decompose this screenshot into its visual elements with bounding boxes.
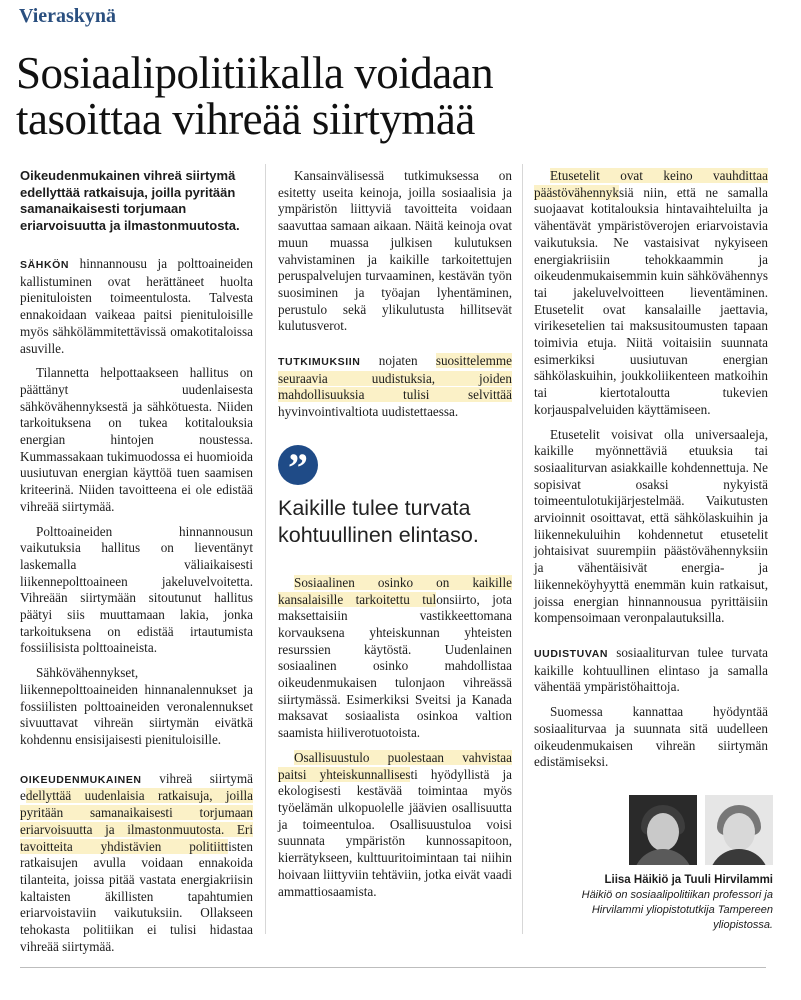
article-column-2	[278, 168, 512, 908]
paragraph: Suomessa kannattaa hyödyntää sosiaaliturvaa ja suunnata sitä uudelleen oikeudenmukaisen vihreän siirtymän edistämiseksi.	[534, 704, 768, 770]
paragraph	[20, 256, 253, 357]
paragraph	[534, 645, 768, 696]
run-in-caps: SÄHKÖN	[20, 259, 70, 271]
author-photos	[548, 795, 773, 865]
headline-line-1: Sosiaalipolitiikalla voidaan	[16, 48, 494, 98]
highlighted-text: suosittelemme seuraavia uudistuksia, joiden mahdollisuuksia tulisi selvittää	[278, 353, 512, 403]
text: hinnannousu ja polttoaineiden kallistuminen ovat herättäneet huolta pienituloisten toimeentulosta. Talvesta ennakoidaan vaikeaa paitsi pienituloisille myös sähkölämmitettävissä omakotitaloissa asuville.	[20, 256, 253, 356]
author-photo-haikio	[629, 795, 697, 865]
highlighted-text: dellyttää uudenlaisia ratkaisuja, joilla pyritään samanaikaisesti torjumaan eriarvoisuutta ja ilmastonmuutosta. Eri tavoitteita yhdistävien politiitt	[20, 788, 253, 854]
paragraph	[278, 353, 512, 421]
bottom-rule	[20, 967, 766, 968]
text: vihreä siirtymä e	[20, 770, 253, 804]
paragraph: Polttoaineiden hinnannousun vaikutuksia hallitus on lieventänyt laskemalla väliaikaisesti liikennepolttoaineen jakeluvelvoitetta. Vihreään siirtymään sitoutunut hallitus päätyi siis muuttamaan lakia, jonka tarkoituksena on edistää irtautumista fossiilisista polttoaineista.	[20, 523, 253, 656]
author-names: Liisa Häikiö ja Tuuli Hirvilammi	[604, 874, 773, 886]
article-column-1	[20, 168, 253, 963]
paragraph: Sähkövähennykset, liikennepolttoaineiden hinnanalennukset ja fossiilisten polttoaineiden veronalennukset sivuuttavat vihreän siirtymän eivätkä kohdennu ensisijaisesti pienituloisille.	[20, 665, 253, 747]
paragraph	[534, 168, 768, 419]
highlighted-text: Etusetelit ovat keino vauhdittaa päästövähennyk	[534, 168, 768, 200]
headline	[16, 50, 786, 142]
headline-line-2: tasoittaa vihreää siirtymää	[16, 94, 475, 144]
text: siä niin, että ne samalla suojaavat kotitalouksia hintavaihteluilta ja vähentävät ympäristöverojen eriarvoistavia vaikutuksia. Ne vastaisivat nykyiseen energiakriisiin tehokkaammin ja oikeudenmukaisemmin kuin sähkövähennys tai jakeluvelvoitteen lieventäminen. Etusetelit ovat kansalaille jaettavia, virikesetelien tai maksusitoumusten tapaan toimivia etuja. Niitä voitaisiin suunnata esimerkiksi uusiutuvan energian sähkölaskuihin, joukkoliikenteen matkoihin tai kiertotaloutta tukevien korjauspalveluiden käyttämiseen.	[534, 184, 768, 417]
column-divider	[265, 164, 266, 934]
text: nojaten	[360, 353, 436, 369]
text: onsiirto, jota maksettaisiin vastikkeettomana korvauksena yhteiskunnan yhteisten resurssien käytöstä. Uudenlainen sosiaalinen osinko mahdollistaa oikeudenmukaisen tulonjaon vihreässä siirtymässä. Esimerkiksi Sveitsi ja Kanada maksavat sosiaalista osinkoa valtion saamista hiiliverotuotoista.	[278, 591, 512, 741]
section-kicker: Vieraskynä	[19, 5, 117, 27]
column-divider	[522, 164, 523, 934]
author-photo-hirvilammi	[705, 795, 773, 865]
author-box	[548, 795, 773, 933]
run-in-caps: OIKEUDENMUKAINEN	[20, 773, 142, 786]
paragraph: Etusetelit voisivat olla universaaleja, kaikille myönnettäviä etuuksia tai sosiaaliturvan asiakkaille kohdennettuja. Ne sopisivat osaksi nykyistä toimeentulotukijärjestelmää. Vaikutusten arvioinnit osoittavat, että sähkölaskuihin ja liikennekuluihin kohdennetut etusetelit johtaisivat suurempiin päästövähennyksiin ja vähentäisivät energia- ja liikenneköyhyyttä enemmän kuin ratkaisut, joissa energian hinnannousua pyrittäisiin kompensoimaan veronpalautuksilla.	[534, 426, 768, 626]
lead-paragraph: Oikeudenmukainen vihreä siirtymä edellyttää ratkaisuja, joilla pyritään samanaikaisesti torjumaan eriarvoisuutta ja ilmastonmuutosta.	[20, 168, 240, 233]
article-column-3	[534, 168, 768, 779]
run-in-caps: TUTKIMUKSIIN	[278, 356, 361, 369]
highlighted-text: Sosiaalinen osinko on kaikille kansalaisille tarkoitettu tul	[278, 574, 512, 607]
text: sosiaaliturvan tulee turvata kaikille kohtuullinen elintaso ja samalla vähentää ympäristöhaittoja.	[534, 644, 768, 695]
paragraph: Kansainvälisessä tutkimuksessa on esitetty useita keinoja, joilla sosiaalisia ja ympäristön liittyviä tavoitteita voidaan saavuttaa samaan aikaan. Näitä keinoja ovat muun muassa julkisen kulutuksen vahvistaminen ja kaikille tarkoitettujen peruspalvelujen turvaaminen, kestävän työn suosiminen ja työajan lyhentäminen, perustulo sekä ylikulutusta hillitsevät kulutusverot.	[278, 168, 512, 334]
pull-quote: Kaikille tulee turvata kohtuullinen elintaso.	[278, 495, 479, 547]
text: ti hyödyllistä ja ekologisesti kestävää toimintaa myös työelämän ulkopuolelle jäävien osallisuutta ja toimeentuloa. Osallisuustuloa voisi suunnata ympäristön kunnossapitoon, kierrätykseen, kulttuuritoimintaan tai niihin hoivaan liittyviin tehtäviin, jotka eivät vaadi ammattiosaamista.	[278, 766, 512, 899]
paragraph	[20, 771, 253, 956]
run-in-caps: UUDISTUVAN	[534, 647, 609, 660]
highlighted-text: Osallisuustulo puolestaan vahvistaa paitsi yhteiskunnallises	[278, 749, 512, 782]
author-description: Häikiö on sosiaalipolitiikan professori ja Hirvilammi yliopistotutkija Tampereen yliopistossa.	[581, 889, 773, 931]
text: isten ratkaisujen avulla voidaan ennakoida tilanteita, joissa pitää vastata energiakriisin kaltaisten äkillisten tapahtumien eriarvoistaviin vaikutuksiin. Ollakseen tehokasta politiikan ei tulisi hidastaa vihreää siirtymää.	[20, 838, 253, 954]
paragraph	[278, 575, 512, 742]
paragraph: Tilannetta helpottaakseen hallitus on päättänyt uudenlaisesta sähkövähennyksestä ja sähkötuesta. Niiden tarkoituksena on tukea kotitalouksia energian hintojen noustessa. Kummassakaan tukimuodossa ei huomioida uusiutuvan energian käyttöä tuen saamisen kriteerinä. Niiden tavoitteena ei ole edistää vihreää siirtymää.	[20, 365, 253, 514]
quote-icon: ”	[278, 445, 318, 485]
text: hyvinvointivaltiota uudistettaessa.	[278, 404, 459, 420]
paragraph	[278, 750, 512, 900]
